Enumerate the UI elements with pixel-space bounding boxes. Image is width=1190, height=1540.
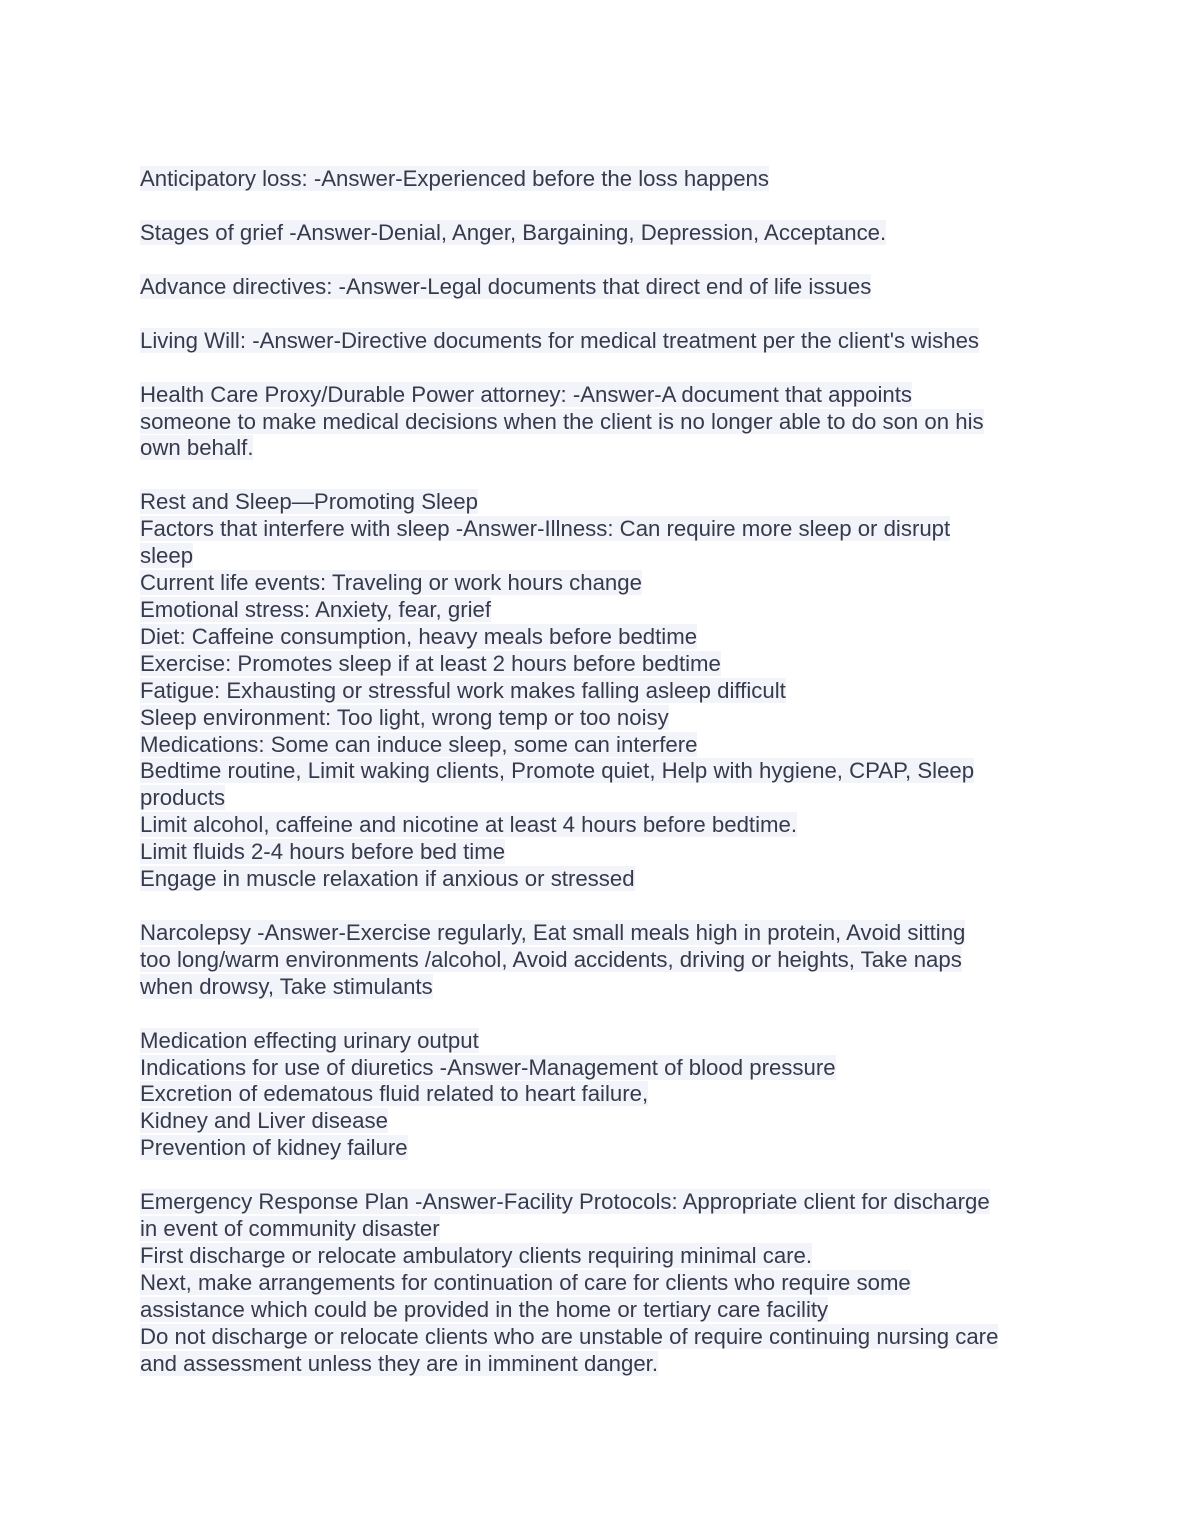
text-line: Living Will: -Answer-Directive documents for medical treatment per the client's wishes: [140, 327, 980, 353]
text-line: Sleep environment: Too light, wrong temp or too noisy: [140, 704, 669, 730]
qa-stages-of-grief: [140, 220, 1050, 247]
text-line: Current life events: Traveling or work hours change: [140, 570, 642, 596]
text-line: Fatigue: Exhausting or stressful work makes falling asleep difficult: [140, 677, 786, 703]
qa-living-will: [140, 328, 1050, 355]
qa-urinary-output: [140, 1028, 1050, 1163]
text-line: when drowsy, Take stimulants: [140, 973, 433, 999]
text-line: Do not discharge or relocate clients who are unstable of require continuing nursing care: [140, 1323, 999, 1349]
text-line: First discharge or relocate ambulatory clients requiring minimal care.: [140, 1243, 813, 1268]
text-line: Medications: Some can induce sleep, some can interfere: [140, 731, 698, 757]
text-line: Narcolepsy -Answer-Exercise regularly, Eat small meals high in protein, Avoid sitting: [140, 919, 966, 945]
text-line: products: [140, 785, 226, 811]
text-line: sleep: [140, 543, 194, 569]
text-line: Advance directives: -Answer-Legal documents that direct end of life issues: [140, 273, 872, 299]
text-line: Prevention of kidney failure: [140, 1135, 408, 1161]
qa-narcolepsy: [140, 920, 1050, 1001]
text-line: Next, make arrangements for continuation of care for clients who require some: [140, 1269, 911, 1295]
text-line: Limit fluids 2-4 hours before bed time: [140, 839, 506, 865]
text-line: Anticipatory loss: -Answer-Experienced before the loss happens: [140, 166, 769, 191]
section-heading: Medication effecting urinary output: [140, 1027, 479, 1053]
text-line: Health Care Proxy/Durable Power attorney: -Answer-A document that appoints: [140, 381, 913, 407]
section-heading: Rest and Sleep—Promoting Sleep: [140, 489, 478, 515]
text-line: and assessment unless they are in imminent danger.: [140, 1350, 658, 1376]
text-line: too long/warm environments /alcohol, Avoid accidents, driving or heights, Take naps: [140, 946, 962, 972]
text-line: in event of community disaster: [140, 1216, 440, 1242]
document-page: [140, 166, 1050, 1405]
text-line: Limit alcohol, caffeine and nicotine at least 4 hours before bedtime.: [140, 812, 797, 838]
text-line: assistance which could be provided in the home or tertiary care facility: [140, 1296, 829, 1322]
text-line: Exercise: Promotes sleep if at least 2 hours before bedtime: [140, 650, 721, 676]
text-line: Stages of grief -Answer-Denial, Anger, Bargaining, Depression, Acceptance.: [140, 219, 887, 245]
qa-advance-directives: [140, 274, 1050, 301]
qa-anticipatory-loss: [140, 166, 1050, 193]
text-line: Engage in muscle relaxation if anxious or stressed: [140, 866, 635, 892]
text-line: own behalf.: [140, 435, 254, 461]
text-line: Indications for use of diuretics -Answer-Management of blood pressure: [140, 1054, 836, 1080]
qa-rest-and-sleep: [140, 489, 1050, 893]
text-line: Emotional stress: Anxiety, fear, grief: [140, 596, 492, 622]
qa-emergency-response: [140, 1189, 1050, 1377]
text-line: Diet: Caffeine consumption, heavy meals before bedtime: [140, 623, 698, 649]
text-line: Excretion of edematous fluid related to heart failure,: [140, 1081, 649, 1107]
text-line: Emergency Response Plan -Answer-Facility Protocols: Appropriate client for discharge: [140, 1189, 990, 1215]
text-line: Factors that interfere with sleep -Answer-Illness: Can require more sleep or disrupt: [140, 516, 951, 542]
qa-health-care-proxy: [140, 382, 1050, 463]
text-line: Kidney and Liver disease: [140, 1108, 388, 1134]
text-line: Bedtime routine, Limit waking clients, Promote quiet, Help with hygiene, CPAP, Sleep: [140, 758, 975, 784]
text-line: someone to make medical decisions when the client is no longer able to do son on his: [140, 408, 984, 434]
